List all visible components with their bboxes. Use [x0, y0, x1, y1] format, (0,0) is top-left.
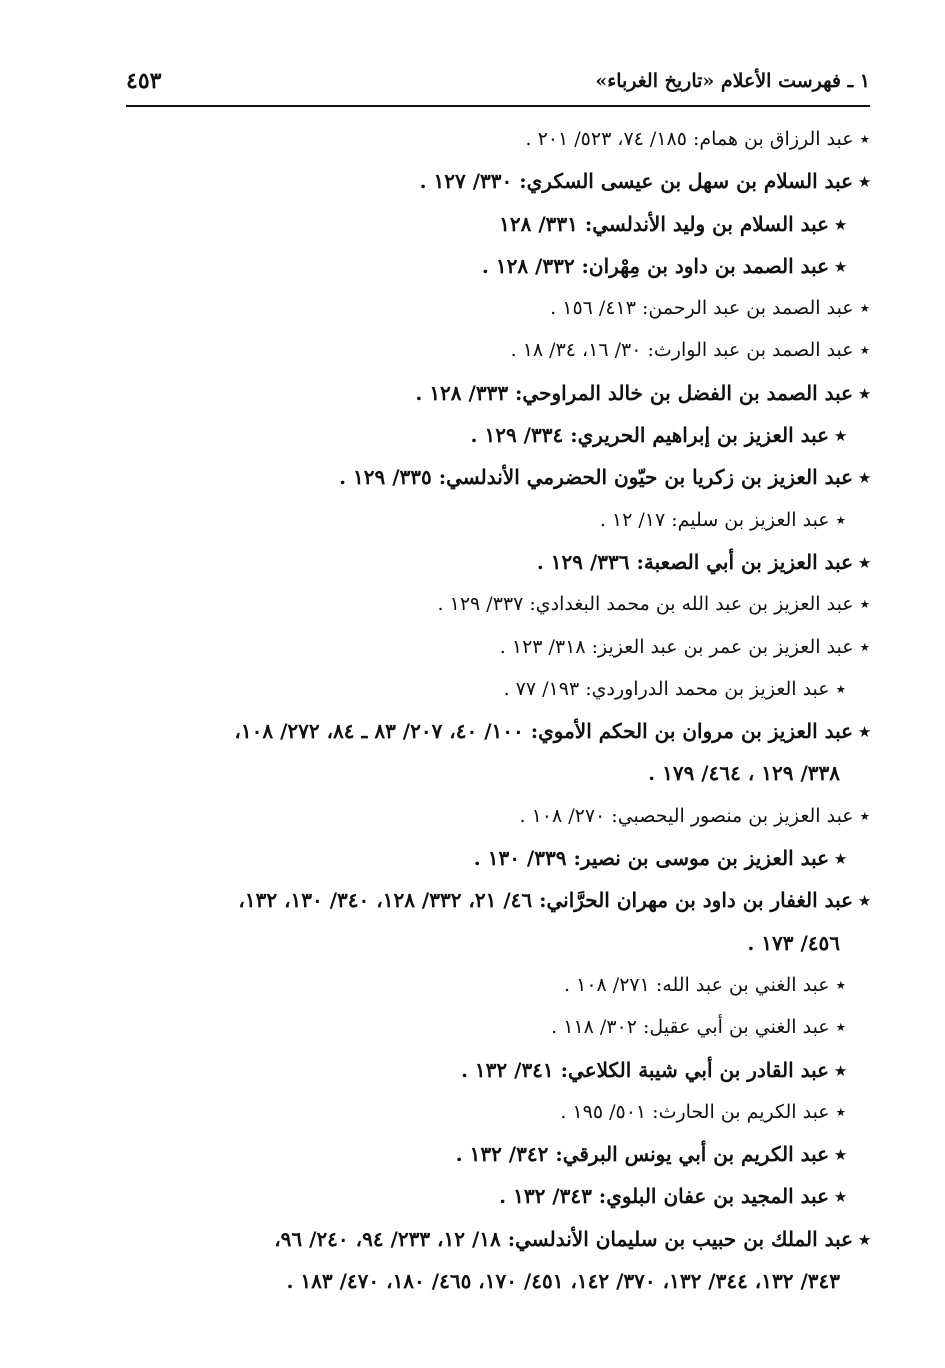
bullet-star-icon: ٭ — [859, 380, 870, 405]
index-entry-text: عبد الغني بن أبي عقيل: ٣٠٢/ ١١٨ . — [551, 1016, 830, 1039]
bullet-star-icon: ٭ — [835, 1016, 846, 1039]
index-entry-line — [126, 922, 870, 964]
index-entry — [126, 964, 870, 1006]
index-entry-text: عبد الغفار بن داود بن مهران الحرَّاني: ٤٦/ ٢١، ٣٣٢/ ١٢٨، ٣٤٠/ ١٣٠، ١٣٢، — [238, 888, 854, 913]
bullet-star-icon: ٭ — [859, 804, 870, 827]
index-entry-line — [126, 710, 870, 752]
index-entry-line — [126, 837, 846, 879]
bullet-star-icon: ٭ — [859, 128, 870, 150]
index-entry — [126, 626, 870, 668]
index-entry — [126, 372, 870, 414]
index-entry-text: عبد الكريم بن أبي يونس البرقي: ٣٤٢/ ١٣٢ . — [455, 1142, 830, 1167]
bullet-star-icon: ٭ — [835, 1142, 846, 1167]
index-entry-text: عبد العزيز بن عمر بن عبد العزيز: ٣١٨/ ١٢٣ . — [499, 635, 854, 658]
index-entry-line — [126, 1218, 870, 1260]
index-entry-text: عبد العزيز بن سليم: ١٧/ ١٢ . — [599, 508, 830, 531]
index-entry-line — [126, 1006, 846, 1048]
index-entry-line — [126, 668, 846, 710]
index-entry-text: عبد العزيز بن أبي الصعبة: ٣٣٦/ ١٢٩ . — [536, 549, 854, 574]
index-entry — [126, 795, 870, 837]
bullet-star-icon: ٭ — [835, 1184, 846, 1209]
index-entry — [126, 287, 870, 329]
index-entry-line — [126, 1133, 846, 1175]
bullet-star-icon: ٭ — [859, 635, 870, 658]
index-entry-text: عبد الصمد بن داود بن مِهْران: ٣٣٢/ ١٢٨ . — [481, 253, 830, 278]
index-entry-line — [126, 203, 846, 245]
index-entry-text: عبد العزيز بن موسى بن نصير: ٣٣٩/ ١٣٠ . — [473, 846, 830, 871]
bullet-star-icon: ٭ — [835, 253, 846, 278]
index-entry-line — [126, 752, 870, 794]
index-entry-text: عبد الرزاق بن همام: ١٨٥/ ٧٤، ٥٢٣/ ٢٠١ . — [525, 128, 854, 150]
index-entry-text: عبد الصمد بن عبد الرحمن: ٤١٣/ ١٥٦ . — [550, 297, 854, 320]
index-entry-text: عبد العزيز بن عبد الله بن محمد البغدادي: ٣٣٧/ ١٢٩ . — [437, 593, 854, 616]
index-entry — [126, 1006, 870, 1048]
index-entry-text: عبد السلام بن سهل بن عيسى السكري: ٣٣٠/ ١٢٧ . — [419, 169, 854, 194]
header-rule — [126, 105, 870, 107]
index-entry — [126, 329, 870, 371]
index-entry — [126, 499, 870, 541]
index-entry-line — [126, 456, 870, 498]
bullet-star-icon: ٭ — [859, 549, 870, 574]
index-entry-line — [126, 1049, 846, 1091]
index-entry-line — [126, 541, 870, 583]
index-entry-text: عبد العزيز بن مروان بن الحكم الأموي: ١٠٠/ ٤٠، ٢٠٧/ ٨٣ ـ ٨٤، ٢٧٢/ ١٠٨، — [234, 719, 854, 744]
bullet-star-icon: ٭ — [859, 339, 870, 362]
index-entries — [126, 118, 870, 1302]
index-entry — [126, 160, 870, 202]
index-entry-text: عبد الكريم بن الحارث: ٥٠١/ ١٩٥ . — [560, 1100, 830, 1123]
bullet-star-icon: ٭ — [835, 1057, 846, 1082]
index-entry — [126, 203, 870, 245]
index-entry-text: عبد المجيد بن عفان البلوي: ٣٤٣/ ١٣٢ . — [499, 1184, 830, 1209]
bullet-star-icon: ٭ — [835, 846, 846, 871]
index-entry-text: عبد السلام بن وليد الأندلسي: ٣٣١/ ١٢٨ — [499, 211, 830, 236]
bullet-star-icon: ٭ — [859, 719, 870, 744]
index-entry — [126, 1133, 870, 1175]
index-entry-line — [126, 118, 870, 160]
index-entry-line — [126, 964, 846, 1006]
index-entry-line — [126, 160, 870, 202]
index-entry — [126, 118, 870, 160]
index-entry-line — [126, 245, 846, 287]
index-entry-line — [126, 499, 846, 541]
bullet-star-icon: ٭ — [835, 1100, 846, 1123]
bullet-star-icon: ٭ — [859, 169, 870, 194]
index-entry-text: عبد العزيز بن منصور اليحصبي: ٢٧٠/ ١٠٨ . — [519, 804, 854, 827]
index-entry-line — [126, 414, 846, 456]
bullet-star-icon: ٭ — [835, 677, 846, 700]
index-entry — [126, 245, 870, 287]
index-entry-line — [126, 626, 870, 668]
index-entry — [126, 1175, 870, 1217]
index-entry-text: عبد العزيز بن إبراهيم الحريري: ٣٣٤/ ١٢٩ . — [470, 423, 830, 448]
index-entry — [126, 1091, 870, 1133]
bullet-star-icon: ٭ — [859, 465, 870, 490]
index-entry — [126, 541, 870, 583]
page-header — [126, 68, 870, 104]
page-number: ٤٥٣ — [126, 68, 162, 94]
index-entry — [126, 1218, 870, 1303]
bullet-star-icon: ٭ — [835, 508, 846, 531]
index-entry-text: عبد الصمد بن الفضل بن خالد المراوحي: ٣٣٣/ ١٢٨ . — [415, 380, 854, 405]
index-entry — [126, 837, 870, 879]
index-entry-line — [126, 1260, 870, 1302]
index-entry-line — [126, 795, 870, 837]
index-entry — [126, 879, 870, 964]
header-title: ١ ـ فهرست الأعلام «تاريخ الغرباء» — [595, 70, 870, 92]
index-entry-text: عبد العزيز بن محمد الدراوردي: ١٩٣/ ٧٧ . — [503, 677, 830, 700]
index-entry-line — [126, 879, 870, 921]
index-entry — [126, 414, 870, 456]
index-entry-line — [126, 287, 870, 329]
index-entry-text: عبد الصمد بن عبد الوارث: ٣٠/ ١٦، ٣٤/ ١٨ . — [510, 339, 854, 362]
index-entry-line — [126, 583, 870, 625]
bullet-star-icon: ٭ — [835, 423, 846, 448]
index-entry — [126, 1049, 870, 1091]
index-entry-text: عبد الملك بن حبيب بن سليمان الأندلسي: ١٨/ ١٢، ٢٣٣/ ٩٤، ٢٤٠/ ٩٦، — [274, 1226, 854, 1251]
bullet-star-icon: ٭ — [859, 888, 870, 913]
index-entry-text: عبد العزيز بن زكريا بن حيّون الحضرمي الأندلسي: ٣٣٥/ ١٢٩ . — [339, 465, 854, 490]
index-entry — [126, 668, 870, 710]
index-entry-line — [126, 1091, 846, 1133]
index-entry-line — [126, 329, 870, 371]
index-entry — [126, 456, 870, 498]
index-entry-text: ٤٥٦/ ١٧٣ . — [747, 930, 840, 955]
index-entry-text: ٣٣٨/ ١٢٩ ، ٤٦٤/ ١٧٩ . — [648, 761, 840, 786]
bullet-star-icon: ٭ — [859, 297, 870, 320]
bullet-star-icon: ٭ — [835, 973, 846, 996]
bullet-star-icon: ٭ — [859, 593, 870, 616]
index-entry-text: عبد القادر بن أبي شيبة الكلاعي: ٣٤١/ ١٣٢ . — [460, 1057, 830, 1082]
index-entry-line — [126, 1175, 846, 1217]
index-entry-line — [126, 372, 870, 414]
index-entry-text: ٣٤٣/ ١٣٢، ٣٤٤/ ١٣٢، ٣٧٠/ ١٤٢، ٤٥١/ ١٧٠، ٤٦٥/ ١٨٠، ٤٧٠/ ١٨٣ . — [286, 1269, 840, 1294]
bullet-star-icon: ٭ — [835, 211, 846, 236]
bullet-star-icon: ٭ — [859, 1226, 870, 1251]
index-entry-text: عبد الغني بن عبد الله: ٢٧١/ ١٠٨ . — [564, 973, 830, 996]
index-entry — [126, 710, 870, 795]
index-entry — [126, 583, 870, 625]
